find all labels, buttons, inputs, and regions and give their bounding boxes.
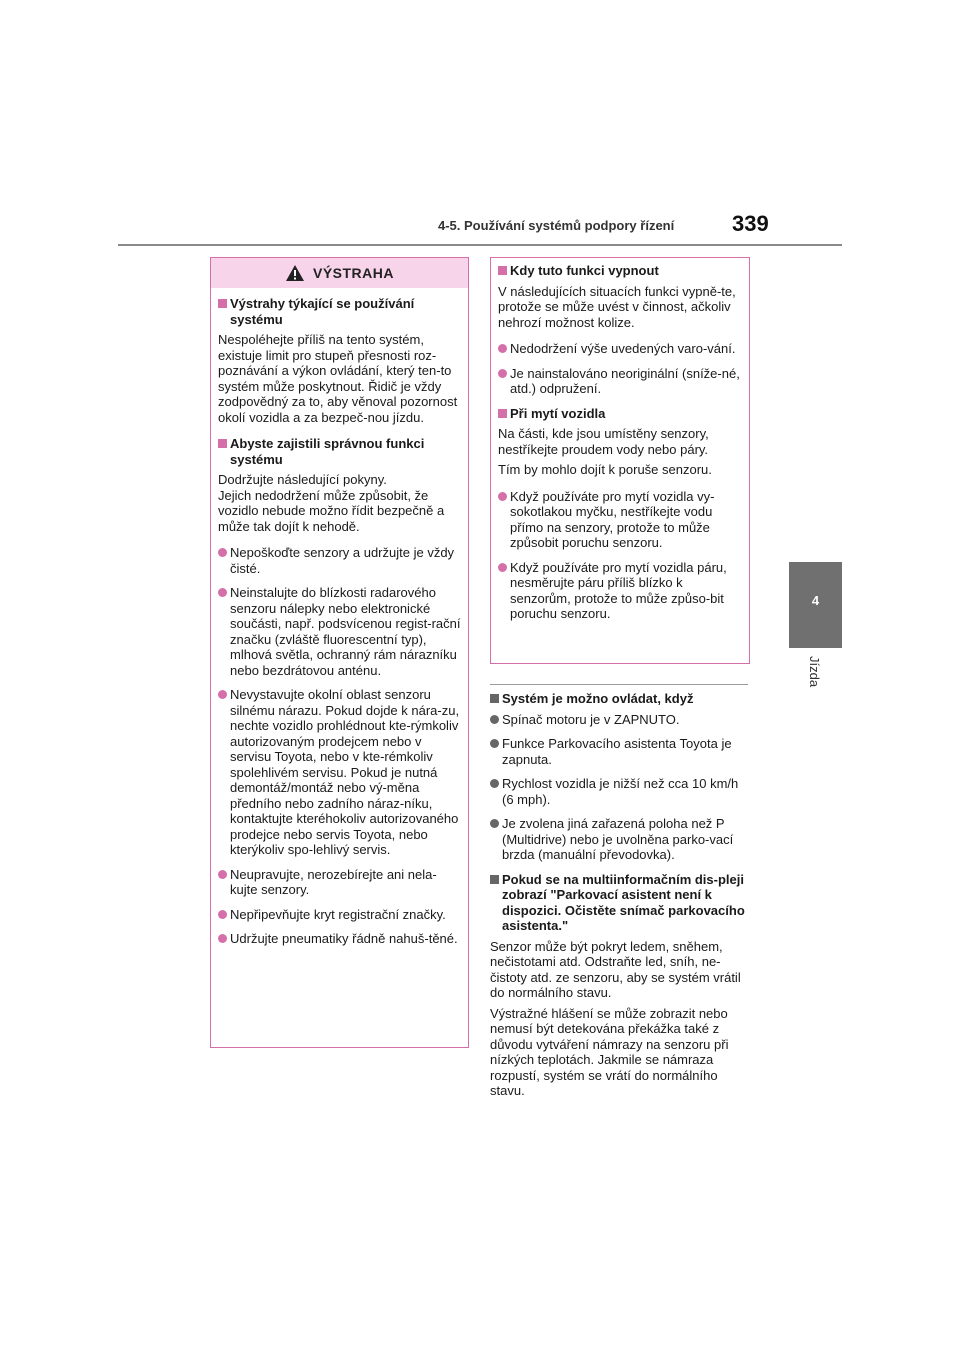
square-bullet-icon xyxy=(218,299,227,308)
section-rule xyxy=(490,684,748,685)
section-text2: Výstražné hlášení se může zobrazit nebo nemusí být detekována překážka také z důvodu vytváření námrazy na senzoru při nízkých teplotách. Jakmile se námraza rozpustí, systém se vrátí do normálního stavu. xyxy=(490,1005,729,1098)
square-bullet-icon xyxy=(498,409,507,418)
warning-block2-text2: Jejich nedodržení může způsobit, že vozidlo nebude možno řídit bezpečně a může tak dojít k nehodě. xyxy=(218,487,445,534)
round-bullet-icon xyxy=(218,910,227,919)
list-item: Nedodržení výše uvedených varo-vání. xyxy=(498,341,744,357)
warning-triangle-icon xyxy=(285,264,305,282)
section-heading2: Pokud se na multiinformačním dis-pleji zobrazí "Parkovací asistent není k dispozici. Očistěte snímač parkovacího asistenta." xyxy=(490,872,750,934)
round-bullet-icon xyxy=(498,492,507,501)
round-bullet-icon xyxy=(218,870,227,879)
square-bullet-icon xyxy=(218,439,227,448)
chapter-number: 4 xyxy=(811,593,820,608)
list-item: Funkce Parkovacího asistenta Toyota je zapnuta. xyxy=(490,736,750,767)
chapter-label-text: Jízda xyxy=(807,656,822,688)
page-number: 339 xyxy=(732,211,769,236)
list-item: Neinstalujte do blízkosti radarového senzoru nálepky nebo elektronické součásti, např. podsvícenou regist-rační značku (zvláště fluorescentní typ), mlhová světla, ochranný rám nárazníku nebo bezdrátovou anténu. xyxy=(218,585,463,678)
warning-block1-text: Nespoléhejte příliš na tento systém, existuje limit pro stupeň přesnosti roz-poznávání a výkon ovládání, který ten-to systém může poskytnout. Řidič je vždy zodpovědný za to, aby věnoval pozornost okolí vozidla a za bezpeč-nou jízdu. xyxy=(218,332,458,425)
list-item: Rychlost vozidla je nižší než cca 10 km/h (6 mph). xyxy=(490,776,750,807)
section-text1: Senzor může být pokryt ledem, sněhem, nečistotami atd. Odstraňte led, sníh, ne-čistoty atd. ze senzoru, aby se systém vrátil do normálního stavu. xyxy=(490,938,741,1000)
round-bullet-icon xyxy=(218,548,227,557)
round-bullet-icon xyxy=(490,779,499,788)
list-item: Nevystavujte okolní oblast senzoru silnému nárazu. Pokud dojde k nára-zu, nechte vozidlo prohlédnout kte-rýmkoliv autorizovaným prodejcem nebo v servisu Toyota, nebo v kte-rémkoliv spolehlivém servisu. Pokud je nutná demontáž/montáž nebo vý-měna předního nebo zadního náraz-níku, kontaktujte kteréhokoliv autorizovaného prodejce nebo servis Toyota, nebo kterýkoliv spo-lehlivý servis. xyxy=(218,687,463,858)
list-item: Nepoškoďte senzory a udržujte je vždy čisté. xyxy=(218,545,463,576)
round-bullet-icon xyxy=(498,369,507,378)
list-item: Neupravujte, nerozebírejte ani nela-kujte senzory. xyxy=(218,867,463,898)
warning-block2-text1: Dodržujte následující pokyny. xyxy=(218,472,387,487)
round-bullet-icon xyxy=(490,715,499,724)
chapter-label xyxy=(808,656,824,696)
info-block2-text2: Tím by mohlo dojít k poruše senzoru. xyxy=(498,462,712,477)
warning-box xyxy=(210,257,469,1048)
round-bullet-icon xyxy=(498,563,507,572)
info-block1-text: V následujících situacích funkci vypně-te, protože se může uvést v činnost, ačkoliv nehrozí možnost kolize. xyxy=(498,283,736,330)
list-item: Když používáte pro mytí vozidla páru, nesměrujte páru příliš blízko k senzorům, protože to může způso-bit poruchu senzoru. xyxy=(498,560,744,622)
round-bullet-icon xyxy=(218,934,227,943)
system-section xyxy=(490,691,750,1104)
warning-block2-heading: Abyste zajistili správnou funkci systému xyxy=(218,436,463,467)
warning-title: VÝSTRAHA xyxy=(312,265,394,281)
list-item: Spínač motoru je v ZAPNUTO. xyxy=(490,712,750,728)
square-bullet-icon xyxy=(490,694,499,703)
header-rule xyxy=(118,244,842,246)
warning-header xyxy=(211,258,468,288)
info-block2-heading: Při mytí vozidla xyxy=(498,406,744,422)
list-item: Když používáte pro mytí vozidla vy-sokotlakou myčku, nestříkejte vodu přímo na senzory, protože to může způsobit poruchu senzoru. xyxy=(498,489,744,551)
square-bullet-icon xyxy=(498,266,507,275)
info-block1-heading: Kdy tuto funkci vypnout xyxy=(498,263,744,279)
list-item: Je zvolena jiná zařazená poloha než P (Multidrive) nebo je uvolněna parko-vací brzda (manuální převodovka). xyxy=(490,816,750,863)
section-heading1: Systém je možno ovládat, když xyxy=(490,691,750,707)
warning-block1-heading: Výstrahy týkající se používání systému xyxy=(218,296,463,327)
list-item: Udržujte pneumatiky řádně nahuš-těné. xyxy=(218,931,463,947)
chapter-tab[interactable] xyxy=(789,562,842,648)
round-bullet-icon xyxy=(490,819,499,828)
round-bullet-icon xyxy=(218,588,227,597)
list-item: Je nainstalováno neoriginální (sníže-né, atd.) odpružení. xyxy=(498,366,744,397)
info-box xyxy=(490,257,750,664)
info-content xyxy=(498,263,744,631)
square-bullet-icon xyxy=(490,875,499,884)
round-bullet-icon xyxy=(498,344,507,353)
warning-content xyxy=(218,296,463,956)
section-title: 4-5. Používání systémů podpory řízení xyxy=(438,218,675,233)
round-bullet-icon xyxy=(218,690,227,699)
round-bullet-icon xyxy=(490,739,499,748)
info-block2-text1: Na části, kde jsou umístěny senzory, nestříkejte proudem vody nebo páry. xyxy=(498,426,709,457)
list-item: Nepřipevňujte kryt registrační značky. xyxy=(218,907,463,923)
